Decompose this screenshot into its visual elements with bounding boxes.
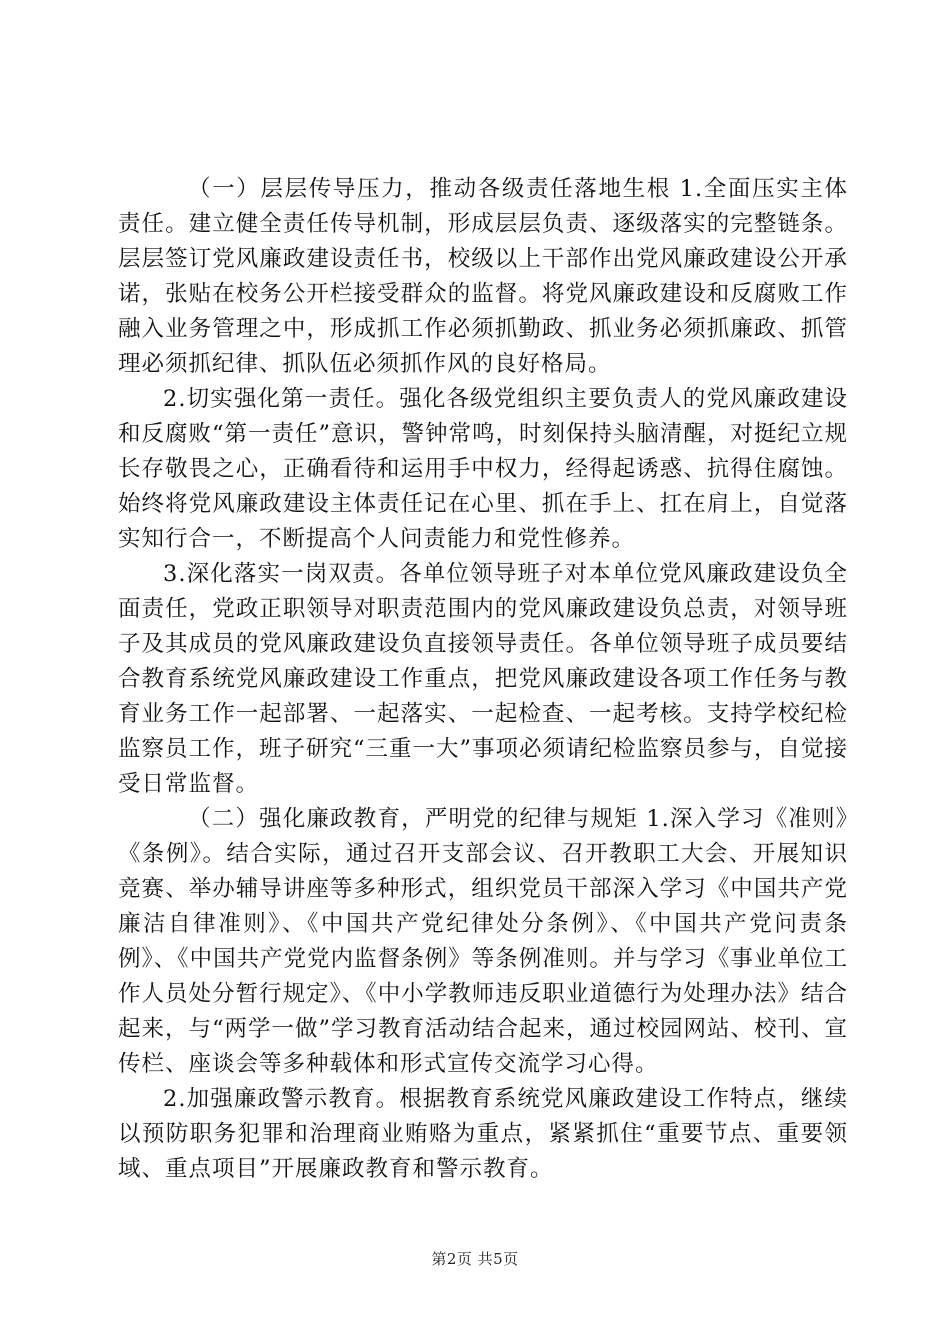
paragraph-item-two: 2.切实强化第一责任。强化各级党组织主要负责人的党风廉政建设和反腐败“第一责任”意识，警钟常鸣，时刻保持头脑清醒，对挺纪立规长存敬畏之心，正确看待和运用手中权力，经得起诱惑、抗得住腐蚀。始终将党风廉政建设主体责任记在心里、抓在手上、扛在肩上，自觉落实知行合一，不断提高个人问责能力和党性修养。: [118, 386, 849, 552]
paragraph-section-two: （二）强化廉政教育，严明党的纪律与规矩 1.深入学习《准则》《条例》。结合实际，通过召开支部会议、召开教职工大会、开展知识竞赛、举办辅导讲座等多种形式，组织党员干部深入学习《中国共产党廉洁自律准则》、《中国共产党纪律处分条例》、《中国共产党问责条例》、《中国共产党党内监督条例》等条例准则。并与学习《事业单位工作人员处分暂行规定》、《中小学教师违反职业道德行为处理办法》结合起来，与“两学一做”学习教育活动结合起来，通过校园网站、校刊、宣传栏、座谈会等多种载体和形式宣传交流学习心得。: [118, 806, 849, 1077]
paragraph-item-three: 3.深化落实一岗双责。各单位领导班子对本单位党风廉政建设负全面责任，党政正职领导对职责范围内的党风廉政建设负总责，对领导班子及其成员的党风廉政建设负直接领导责任。各单位领导班子成员要结合教育系统党风廉政建设工作重点，把党风廉政建设各项工作任务与教育业务工作一起部署、一起落实、一起检查、一起考核。支持学校纪检监察员工作，班子研究“三重一大”事项必须请纪检监察员参与，自觉接受日常监督。: [118, 561, 849, 797]
document-body: [118, 172, 848, 1187]
paragraph-item-two-b: 2.加强廉政警示教育。根据教育系统党风廉政建设工作特点，继续以预防职务犯罪和治理商业贿赂为重点，紧紧抓住“重要节点、重要领域、重点项目”开展廉政教育和警示教育。: [118, 1086, 848, 1182]
paragraph-section-one: （一）层层传导压力，推动各级责任落地生根 1.全面压实主体责任。建立健全责任传导机制，形成层层负责、逐级落实的完整链条。层层签订党风廉政建设责任书，校级以上干部作出党风廉政建设公开承诺，张贴在校务公开栏接受群众的监督。将党风廉政建设和反腐败工作融入业务管理之中，形成抓工作必须抓勤政、抓业务必须抓廉政、抓管理必须抓纪律、抓队伍必须抓作风的良好格局。: [118, 176, 848, 377]
page-footer: 第2页 共5页: [431, 1250, 519, 1268]
